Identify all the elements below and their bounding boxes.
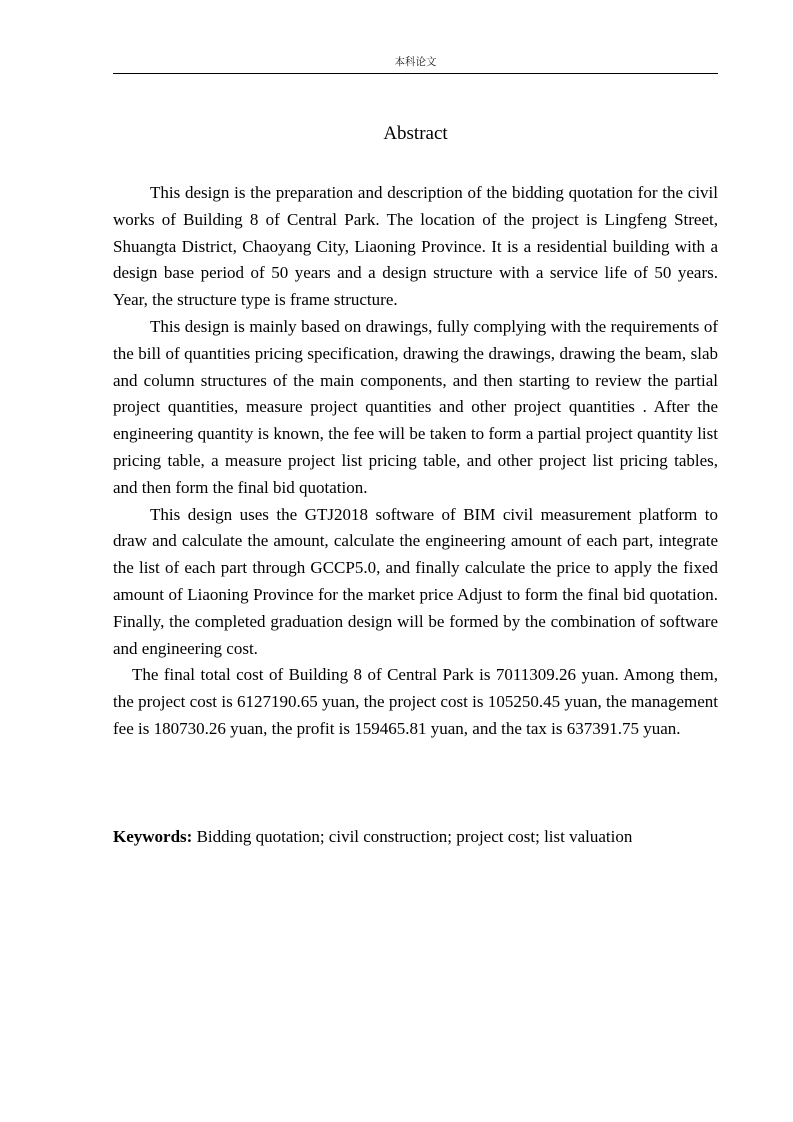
abstract-paragraph-2: This design is mainly based on drawings, fully complying with the requirements of the bill of quantities pricing specification, drawing the drawings, drawing the beam, slab and column structures of the main components, and then starting to review the partial project quantities, measure project quantities and other project quantities . After the engineering quantity is known, the fee will be taken to form a partial project quantity list pricing table, a measure project list pricing table, and other project list pricing tables, and then form the final bid quotation. (113, 316, 718, 497)
keywords-text: Bidding quotation; civil construction; project cost; list valuation (192, 827, 633, 846)
running-header: 本科论文 (394, 56, 437, 68)
abstract-paragraph-3: This design uses the GTJ2018 software of BIM civil measurement platform to draw and calculate the amount, calculate the engineering amount of each part, integrate the list of each part through GCCP5.0, and finally calculate the price to apply the fixed amount of Liaoning Province for the market price Adjust to form the final bid quotation. Finally, the completed graduation design will be formed by the combination of software and engineering cost. (113, 504, 718, 658)
header-divider (113, 73, 718, 74)
abstract-body (113, 180, 718, 743)
abstract-paragraph-4: The final total cost of Building 8 of Central Park is 7011309.26 yuan. Among them, the project cost is 6127190.65 yuan, the project cost is 105250.45 yuan, the management fee is 180730.26 yuan, the profit is 159465.81 yuan, and the tax is 637391.75 yuan. (113, 665, 718, 738)
abstract-paragraph-1: This design is the preparation and description of the bidding quotation for the civil works of Building 8 of Central Park. The location of the project is Lingfeng Street, Shuangta District, Chaoyang City, Liaoning Province. It is a residential building with a design base period of 50 years and a design structure with a service life of 50 years. Year, the structure type is frame structure. (113, 183, 718, 310)
keywords-label: Keywords: (113, 827, 193, 846)
keywords-line (113, 824, 718, 851)
abstract-heading: Abstract (383, 123, 448, 144)
